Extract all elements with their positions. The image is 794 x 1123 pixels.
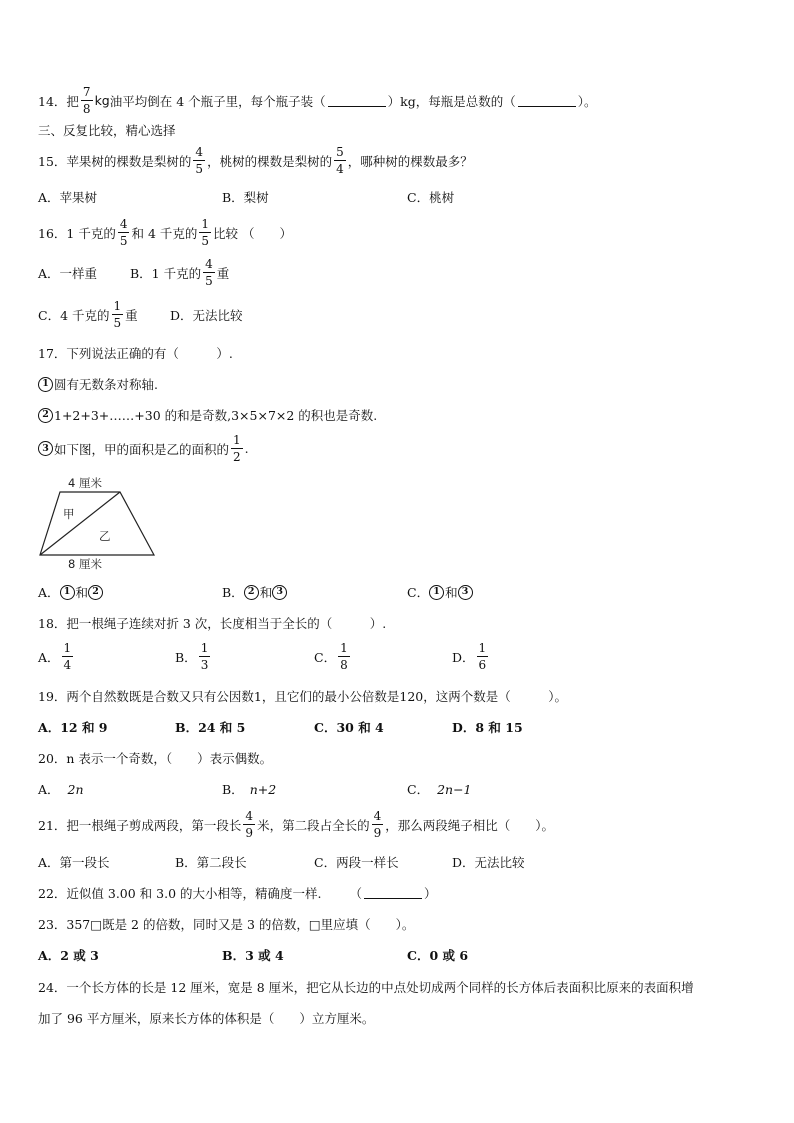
option-c[interactable]: C．两段一样长 — [314, 855, 399, 870]
question-20: 20． n 表示一个奇数，（ ）表示偶数。 — [38, 751, 273, 766]
figure-top-label: 4 厘米 — [68, 476, 102, 490]
trapezoid-figure — [36, 490, 166, 560]
fraction: $\frac{1}{3}$ — [200, 641, 209, 672]
question-text: 把 — [66, 93, 79, 109]
figure-bottom-label: 8 厘米 — [68, 557, 102, 571]
question-number: 17． — [38, 346, 67, 361]
question-17: 17． 下列说法正确的有（ ）. — [38, 346, 233, 361]
question-number: 21． — [38, 817, 67, 833]
unit: kg — [94, 93, 110, 108]
fraction: $\frac{4}{9}$ — [373, 809, 382, 840]
question-22: 22． 近似值 3.00 和 3.0 的大小相等，精确度一样. （ ） — [38, 886, 437, 901]
option-d[interactable]: D．无法比较 — [170, 308, 243, 323]
circled-number: 3 — [458, 585, 473, 600]
option-a[interactable]: A．第一段长 — [38, 855, 110, 870]
question-text: kg，每瓶是总数的（ — [400, 93, 516, 109]
question-number: 22． — [38, 886, 67, 901]
section-heading: 三、反复比较，精心选择 — [38, 123, 176, 138]
option-a[interactable]: A． 2n — [38, 781, 84, 797]
option-c[interactable]: C．0 或 6 — [407, 948, 469, 963]
option-c[interactable]: C．30 和 4 — [314, 720, 384, 735]
trapezoid-outline — [40, 492, 154, 555]
option-d[interactable]: D．无法比较 — [452, 855, 525, 870]
option-b[interactable]: B．第二段长 — [175, 855, 247, 870]
question-number: 23． — [38, 917, 67, 932]
option-c[interactable]: C． 1 和 3 — [407, 583, 474, 601]
option-a[interactable]: A．2 或 3 — [38, 948, 99, 963]
figure-label-jia: 甲 — [63, 507, 75, 521]
fraction: $\frac{4}{9}$ — [245, 809, 254, 840]
question-23: 23． 357□既是 2 的倍数，同时又是 3 的倍数，□里应填（ ）。 — [38, 917, 415, 932]
option-a[interactable]: A．苹果树 — [38, 190, 98, 205]
option-b[interactable]: B．1 千克的 $\frac{4}{5}$ 重 — [130, 257, 230, 288]
fraction: $\frac{1}{8}$ — [340, 641, 348, 672]
question-number: 18． — [38, 616, 67, 631]
statement-3: 3 如下图，甲的面积是乙的面积的 $\frac{1}{2}$ . — [38, 434, 249, 463]
option-d[interactable]: D．8 和 15 — [452, 720, 523, 735]
question-19: 19． 两个自然数既是合数又只有公因数1，且它们的最小公倍数是120，这两个数是（ ）。 — [38, 689, 567, 704]
option-b[interactable]: B．3 或 4 — [222, 948, 284, 963]
answer-blank[interactable] — [518, 95, 576, 107]
question-24: 24． 一个长方体的长是 12 厘米，宽是 8 厘米，把它从长边的中点处切成两个同样的长方体后表面积比原来的表面积增 — [38, 980, 694, 995]
option-b[interactable]: B． 2 和 3 — [222, 583, 288, 601]
circled-number: 1 — [429, 585, 444, 600]
fraction: $\frac{1}{6}$ — [478, 641, 487, 672]
option-c[interactable]: C． $\frac{1}{8}$ — [314, 641, 348, 672]
answer-blank[interactable] — [328, 95, 386, 107]
option-b[interactable]: B．梨树 — [222, 190, 269, 205]
circled-number: 1 — [38, 377, 53, 392]
fraction: $\frac{5}{4}$ — [336, 145, 344, 176]
option-b[interactable]: B． $\frac{1}{3}$ — [175, 641, 209, 672]
answer-blank[interactable] — [364, 887, 422, 899]
option-b[interactable]: B．24 和 5 — [175, 720, 246, 735]
option-d[interactable]: D． $\frac{1}{6}$ — [452, 641, 487, 672]
circled-number: 2 — [244, 585, 259, 600]
question-16: 16． 1 千克的 $\frac{4}{5}$ 和 4 千克的 $\frac{1}{5}$ 比较 （ ） — [38, 217, 293, 248]
statement-1: 1 圆有无数条对称轴. — [38, 375, 158, 393]
circled-number: 2 — [38, 408, 53, 423]
question-number: 16． — [38, 225, 67, 241]
option-c[interactable]: C．桃树 — [407, 190, 455, 205]
option-a[interactable]: A． $\frac{1}{4}$ — [38, 641, 72, 672]
option-a[interactable]: A．一样重 — [38, 266, 98, 281]
statement-2: 2 1+2+3+……+30 的和是奇数,3×5×7×2 的积也是奇数. — [38, 406, 377, 424]
fraction: $\frac{7}{8}$ — [82, 85, 91, 116]
circled-number: 2 — [88, 585, 103, 600]
option-b[interactable]: B． n+2 — [222, 781, 277, 797]
circled-number: 1 — [60, 585, 75, 600]
question-number: 20． — [38, 751, 67, 766]
question-number: 24． — [38, 980, 67, 995]
question-text: 油平均倒在 4 个瓶子里，每个瓶子装（ — [109, 93, 326, 109]
option-a[interactable]: A．12 和 9 — [38, 720, 108, 735]
fraction: $\frac{1}{5}$ — [201, 217, 210, 248]
question-21: 21． 把一根绳子剪成两段，第一段长 $\frac{4}{9}$ 米，第二段占全长的 $\frac{4}{9}$ ，那么两段绳子相比（ ）。 — [38, 809, 554, 840]
question-18: 18． 把一根绳子连续对折 3 次，长度相当于全长的（ ）. — [38, 616, 387, 631]
circled-number: 3 — [38, 441, 53, 456]
question-number: 14． — [38, 93, 67, 109]
fraction: $\frac{1}{2}$ — [233, 433, 241, 464]
question-number: 15． — [38, 153, 67, 169]
question-24-continued: 加了 96 平方厘米，原来长方体的体积是（ ）立方厘米。 — [38, 1011, 375, 1026]
question-number: 19． — [38, 689, 67, 704]
fraction: $\frac{4}{5}$ — [119, 217, 128, 248]
option-a[interactable]: A． 1 和 2 — [38, 583, 104, 601]
question-14: 14． 把 $\frac{7}{8}$ kg 油平均倒在 4 个瓶子里，每个瓶子装（ ） kg，每瓶是总数的（ ）。 — [38, 85, 597, 116]
trapezoid-diagonal — [40, 492, 120, 555]
question-15: 15． 苹果树的棵数是梨树的 $\frac{4}{5}$ ，桃树的棵数是梨树的 $\frac{5}{4}$ ，哪种树的棵数最多？ — [38, 145, 473, 176]
figure-label-yi: 乙 — [99, 529, 111, 543]
fraction: $\frac{4}{5}$ — [195, 145, 204, 176]
fraction: $\frac{4}{5}$ — [205, 257, 213, 288]
fraction: $\frac{1}{4}$ — [63, 641, 72, 672]
option-c[interactable]: C．4 千克的 $\frac{1}{5}$ 重 — [38, 299, 138, 330]
option-c[interactable]: C． 2n−1 — [407, 781, 472, 797]
circled-number: 3 — [272, 585, 287, 600]
fraction: $\frac{1}{5}$ — [113, 299, 122, 330]
